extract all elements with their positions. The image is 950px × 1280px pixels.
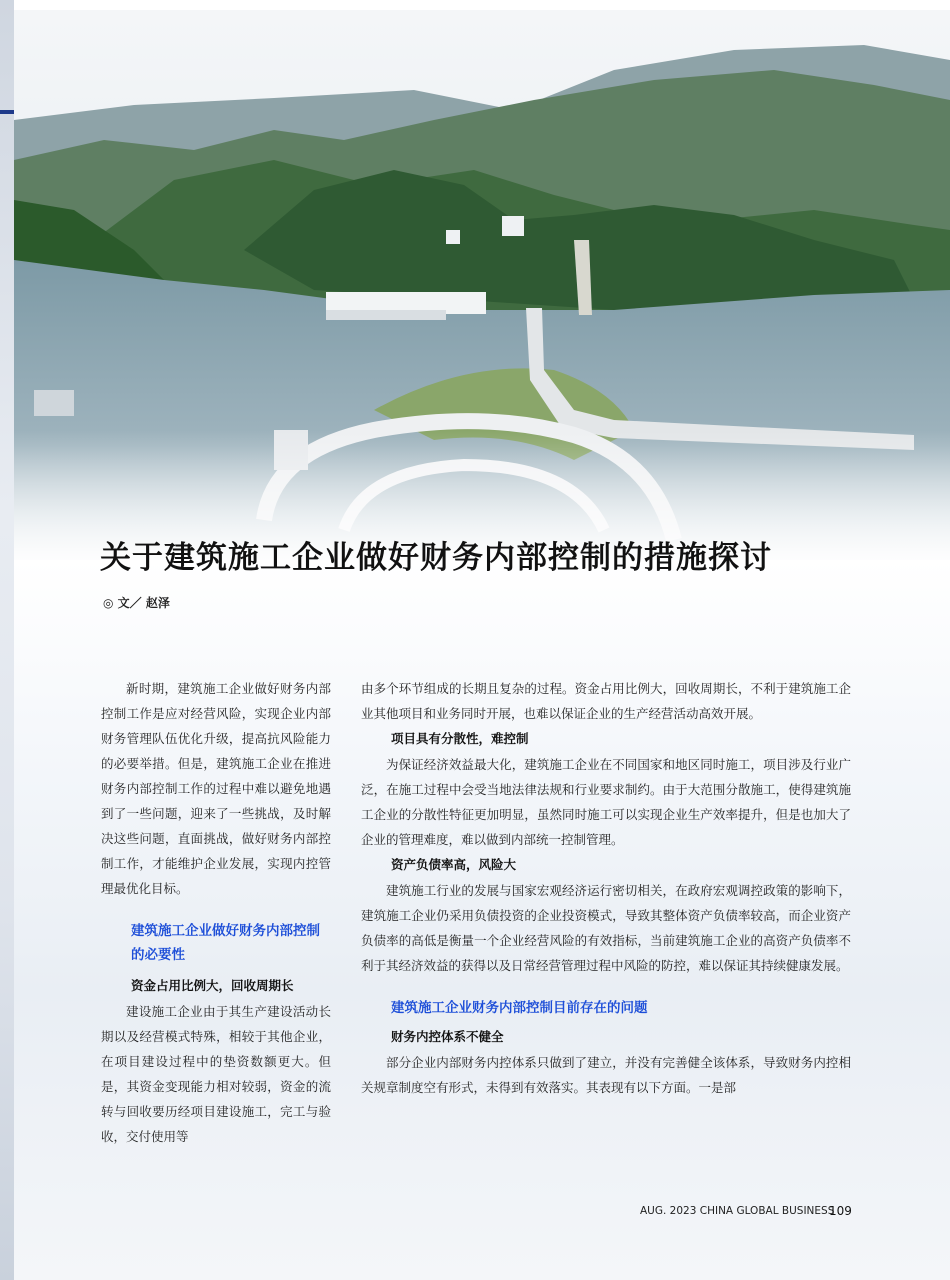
journal-footer: AUG. 2023 CHINA GLOBAL BUSINESS [640, 1205, 835, 1217]
hero-image-reservoir [14, 10, 950, 570]
intro-paragraph: 新时期，建筑施工企业做好财务内部控制工作是应对经营风险，实现企业内部财务管理队伍优化升级，提高抗风险能力的必要举措。但是，建筑施工企业在推进财务内部控制工作的过程中难以避免地遇到了一些问题，迎来了一些挑战，及时解决这些问题，直面挑战，做好财务内部控制工作，才能维护企业发展，实现内控管理最优化目标。 [101, 681, 331, 896]
page-spine [0, 0, 14, 1280]
paragraph-capital-occupation-cont: 由多个环节组成的长期且复杂的过程。资金占用比例大，回收周期长，不利于建筑施工企业其他项目和业务同时开展，也难以保证企业的生产经营活动高效开展。 [361, 681, 851, 721]
left-column [101, 676, 331, 1149]
author-byline: ◎ 文／ 赵泽 [103, 596, 170, 610]
section-heading-necessity: 建筑施工企业做好财务内部控制的必要性 [131, 923, 320, 963]
paragraph-incomplete-system: 部分企业内部财务内控体系只做到了建立，并没有完善健全该体系，导致财务内控相关规章制度空有形式，未得到有效落实。其表现有以下方面。一是部 [361, 1055, 851, 1095]
subheading-project-dispersion: 项目具有分散性，难控制 [391, 731, 529, 746]
subheading-debt-ratio: 资产负债率高，风险大 [391, 857, 517, 872]
paragraph-project-dispersion: 为保证经济效益最大化，建筑施工企业在不同国家和地区同时施工，项目涉及行业广泛，在施工过程中会受当地法律法规和行业要求制约。由于大范围分散施工，使得建筑施工企业的分散性特征更加明显，虽然同时施工可以实现企业生产效率提升，但是也加大了企业的管理难度，难以做到内部统一控制管理。 [361, 757, 851, 847]
right-column [361, 676, 851, 1100]
paragraph-capital-occupation: 建设施工企业由于其生产建设活动长期以及经营模式特殊，相较于其他企业，在项目建设过程中的垫资数额更大。但是，其资金变现能力相对较弱，资金的流转与回收要历经项目建设施工，完工与验收，交付使用等 [101, 1004, 331, 1144]
subheading-incomplete-system: 财务内控体系不健全 [391, 1029, 504, 1044]
paragraph-debt-ratio: 建筑施工行业的发展与国家宏观经济运行密切相关，在政府宏观调控政策的影响下，建筑施工企业仍采用负债投资的企业投资模式，导致其整体资产负债率较高，而企业资产负债率的高低是衡量一个企业经营风险的有效指标，当前建筑施工企业的高资产负债率不利于其经济效益的获得以及日常经营管理过程中风险的防控，难以保证其持续健康发展。 [361, 883, 851, 973]
page-number: 109 [829, 1204, 852, 1218]
section-heading-problems: 建筑施工企业财务内部控制目前存在的问题 [391, 1000, 648, 1016]
subheading-capital-occupation: 资金占用比例大，回收周期长 [131, 978, 294, 993]
article-title: 关于建筑施工企业做好财务内部控制的措施探讨 [100, 540, 772, 576]
spine-accent-bar [0, 110, 14, 114]
